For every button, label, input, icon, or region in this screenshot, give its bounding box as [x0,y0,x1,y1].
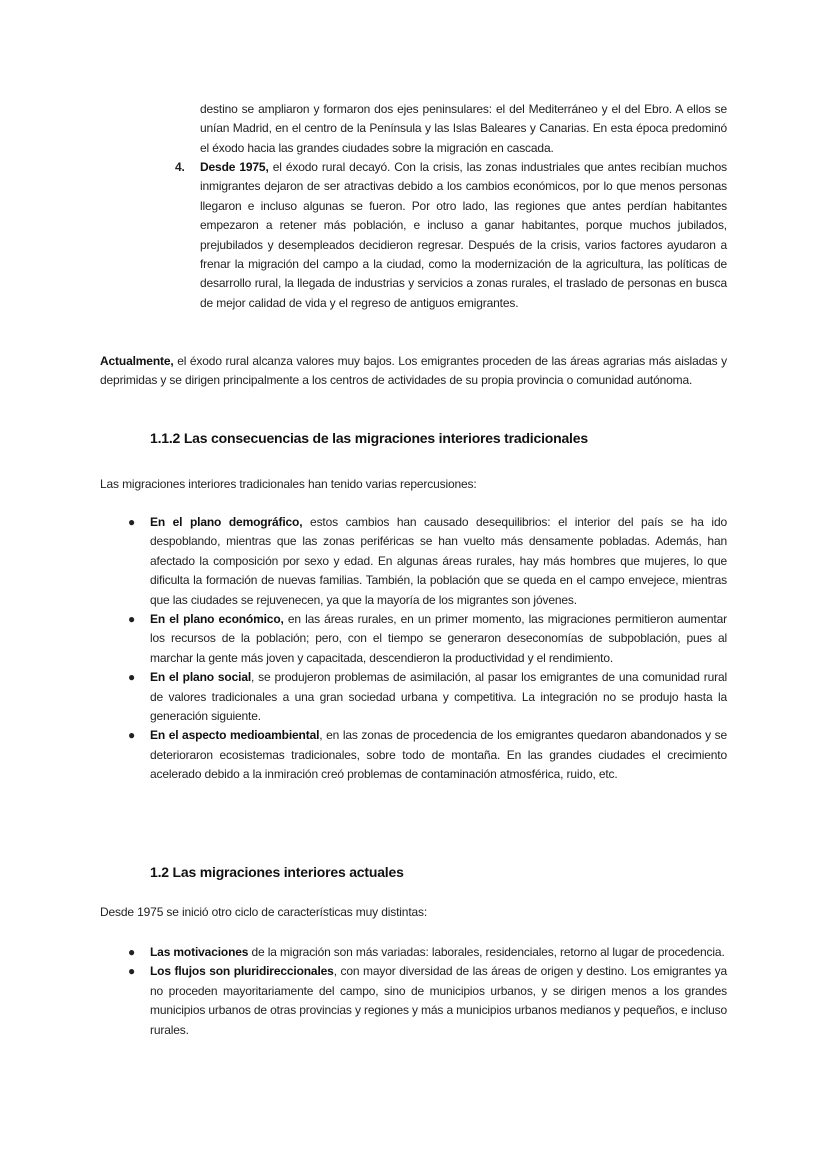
bold-lead: En el plano económico, [150,612,284,627]
bold-lead: Los flujos son pluridireccionales [150,964,334,979]
item-text: estos cambios han causado desequilibrios: el interior del país se ha ido despoblando, mientras que las zonas periféricas se han vuelto más densamente pobladas. Además, han afectado la composición por sexo y edad. En algunas áreas rurales, hay más hombres que mujeres, lo que dificulta la formación de nuevas familias. También, la población que se queda en el campo envejece, mientras que las ciudades se rejuvenecen, ya que la mayoría de los migrantes son jóvenes. [150,515,727,607]
list-item [128,943,727,962]
section-intro: Desde 1975 se inició otro ciclo de características muy distintas: [100,905,428,919]
item-text: en las áreas rurales, en un primer momento, las migraciones permitieron aumentar los recursos de la población; pero, con el tiempo se generaron deseconomías de subpoblación, pues al marchar la gente más joven y capacitada, descendieron la productividad y el rendimiento. [150,612,727,665]
paragraph-text: el éxodo rural alcanza valores muy bajos. Los emigrantes proceden de las áreas agrarias más aisladas y deprimidas y se dirigen principalmente a los centros de actividades de su propia provincia o comunidad autónoma. [100,354,727,388]
bullet-list-current [128,943,727,1040]
bold-lead: Actualmente, [100,354,174,368]
bullet-icon: ● [128,670,136,685]
list-item [128,962,727,1040]
section-heading-1-1-2: 1.1.2 Las consecuencias de las migraciones interiores tradicionales [150,430,588,446]
item-text: , en las zonas de procedencia de los emigrantes quedaron abandonados y se deterioraron ecosistemas tradicionales, sobre todo de montaña. En las grandes ciudades el crecimiento acelerado debido a la inmiración creó problemas de contaminación atmosférica, ruido, etc. [150,728,727,782]
bullet-icon: ● [128,612,136,627]
actualmente-paragraph [100,352,727,391]
item-text: de la migración son más variadas: laborales, residenciales, retorno al lugar de procedencia. [248,945,725,959]
list-item [128,610,727,668]
bullet-icon: ● [128,515,136,529]
bullet-icon: ● [128,964,136,979]
section-heading-1-2: 1.2 Las migraciones interiores actuales [150,864,404,880]
bold-lead: Las motivaciones [150,945,249,959]
item-text: , con mayor diversidad de las áreas de origen y destino. Los emigrantes ya no proceden mayoritariamente del campo, sino de municipios urbanos, y se dirigen menos a los grandes municipios urbanos de otras provincias y regiones y más a municipios urbanos medianos y pequeños, e incluso rurales. [150,964,727,1037]
item-text: , se produjeron problemas de asimilación, al pasar los emigrantes de una comunidad rural de valores tradicionales a una gran sociedad urbana y competitiva. La integración no se produjo hasta la generación siguiente. [150,670,727,724]
bold-lead: En el plano demográfico, [150,515,303,529]
bullet-icon: ● [128,945,136,959]
list-item-3-continuation [200,100,727,158]
bullet-icon: ● [128,728,136,743]
list-number: 4. [175,160,185,174]
list-item [128,726,727,784]
bold-lead: Desde 1975, [200,160,269,174]
section-intro: Las migraciones interiores tradicionales han tenido varias repercusiones: [100,477,477,491]
list-item [128,513,727,610]
paragraph-text: destino se ampliaron y formaron dos ejes peninsulares: el del Mediterráneo y el del Ebro. A ellos se unían Madrid, en el centro de la Península y las Islas Baleares y Canarias. En esta época predominó el éxodo hacia las grandes ciudades sobre la migración en cascada. [200,102,727,155]
list-item-4 [175,158,727,313]
bold-lead: En el plano social [150,670,252,685]
paragraph-text: el éxodo rural decayó. Con la crisis, las zonas industriales que antes recibían muchos inmigrantes dejaron de ser atractivas debido a los cambios económicos, por lo que menos personas llegaron e incluso algunas se fueron. Por otro lado, las regiones que antes perdían habitantes empezaron a retener más población, e incluso a ganar habitantes, porque muchos jubilados, prejubilados y desempleados decidieron regresar. Después de la crisis, varios factores ayudaron a frenar la migración del campo a la ciudad, como la modernización de la agricultura, las políticas de desarrollo rural, la llegada de industrias y servicios a zonas rurales, el traslado de personas en busca de mejor calidad de vida y el regreso de antiguos emigrantes. [200,160,727,310]
list-item [128,668,727,726]
bold-lead: En el aspecto medioambiental [150,728,320,743]
bullet-list-consequences [128,513,727,785]
